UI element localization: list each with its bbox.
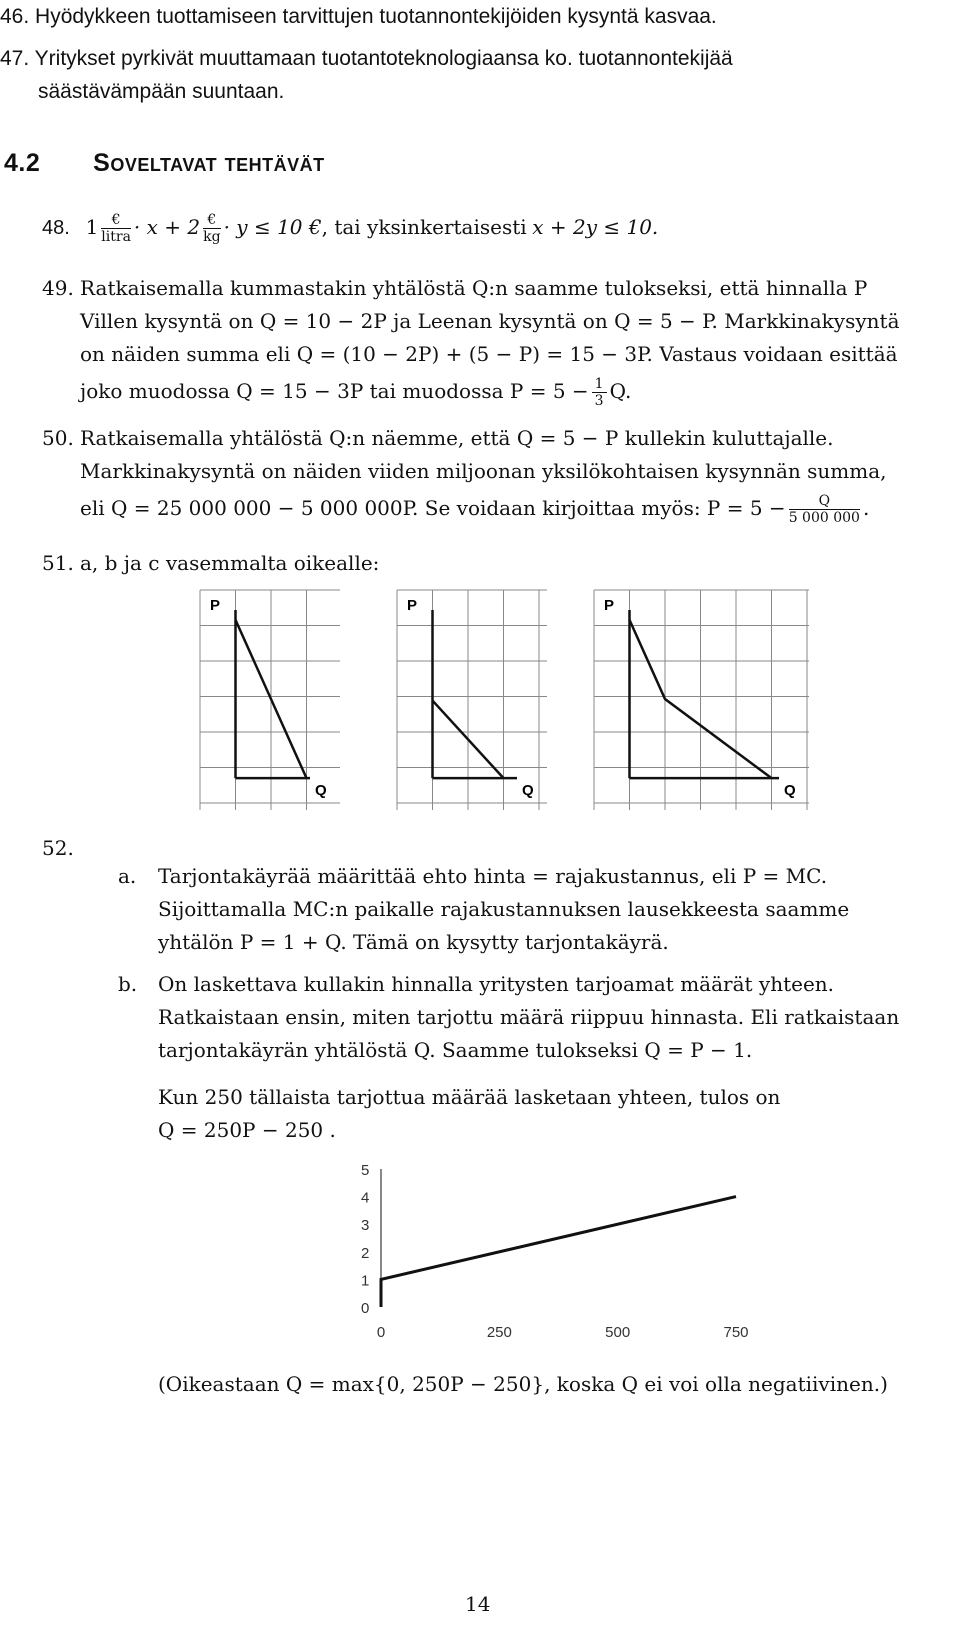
q51-number: 51. bbox=[42, 551, 74, 575]
q48-unit2 bbox=[203, 212, 220, 245]
q50-number: 50. bbox=[42, 426, 74, 450]
q52-supply-chart bbox=[0, 1155, 960, 1355]
y-tick-label: 4 bbox=[361, 1189, 370, 1207]
x-tick-label: 250 bbox=[486, 1324, 512, 1341]
q49-line4: joko muodossa Q = 15 − 3P tai muodossa P = 5 − bbox=[80, 379, 589, 403]
q48-unit2-top: € bbox=[203, 212, 220, 229]
item-47-line1: 47. Yritykset pyrkivät muuttamaan tuotantoteknologiaansa ko. tuotannontekijää bbox=[0, 47, 733, 70]
q52-a-label: a. bbox=[118, 864, 137, 888]
q51-chart-group bbox=[200, 590, 809, 810]
y-tick-label: 5 bbox=[361, 1162, 370, 1179]
q48-expr2: x + 2y ≤ 10. bbox=[532, 215, 659, 239]
q51-chart-a bbox=[200, 590, 340, 810]
q49-frac-den: 3 bbox=[594, 393, 604, 409]
y-tick-label: 0 bbox=[361, 1300, 370, 1317]
item-47 bbox=[0, 42, 733, 108]
axis-label-q: Q bbox=[784, 782, 796, 800]
q48-number: 48. bbox=[42, 217, 70, 239]
q52-a-line2: Sijoittamalla MC:n paikalle rajakustannuksen lausekkeesta saamme bbox=[158, 897, 850, 921]
q52-b-line1: On laskettava kullakin hinnalla yritysten tarjoamat määrät yhteen. bbox=[158, 972, 835, 996]
q49-frac-num: 1 bbox=[592, 376, 607, 393]
q48-unit1-bottom: litra bbox=[101, 229, 131, 246]
q48 bbox=[42, 211, 658, 245]
item-47-line2: säästävämpään suuntaan. bbox=[38, 80, 285, 103]
y-tick-label: 2 bbox=[361, 1244, 370, 1262]
section-number: 4.2 bbox=[4, 149, 41, 177]
q48-tail: , tai yksinkertaisesti bbox=[321, 215, 527, 239]
q49-number: 49. bbox=[42, 276, 74, 300]
q52-chart-group bbox=[361, 1162, 749, 1341]
x-tick-label: 750 bbox=[723, 1324, 749, 1341]
x-tick-label: 0 bbox=[376, 1324, 386, 1341]
q48-expr1: 1 bbox=[85, 215, 99, 239]
page-number: 14 bbox=[465, 1592, 491, 1616]
axis-label-p: P bbox=[210, 597, 221, 614]
q51-chart-b bbox=[397, 590, 547, 810]
q52-b-line4: Kun 250 tällaista tarjottua määrää lasketaan yhteen, tulos on bbox=[158, 1085, 781, 1109]
y-tick-label: 1 bbox=[361, 1272, 370, 1290]
q49-line1: Ratkaisemalla kummastakin yhtälöstä Q:n saamme tulokseksi, että hinnalla P bbox=[80, 276, 868, 300]
q50-frac-den: 5 000 000 bbox=[788, 510, 860, 526]
q52-a-line3: yhtälön P = 1 + Q. Tämä on kysytty tarjontakäyrä. bbox=[158, 930, 669, 954]
q52-a bbox=[118, 860, 849, 959]
q52 bbox=[42, 832, 74, 865]
q48-unit2-bottom: kg bbox=[203, 229, 221, 246]
q52-number: 52. bbox=[42, 836, 74, 860]
q52-b-note bbox=[158, 1368, 888, 1401]
x-tick-label: 500 bbox=[605, 1324, 631, 1341]
q48-unit1-top: € bbox=[101, 212, 131, 229]
q51-chart-c bbox=[594, 590, 809, 810]
q52-b bbox=[118, 968, 899, 1147]
supply-line bbox=[381, 1197, 736, 1307]
q52-b-line6: (Oikeastaan Q = max{0, 250P − 250}, koska Q ei voi olla negatiivinen.) bbox=[158, 1372, 888, 1396]
q48-mid: · x + 2 bbox=[133, 215, 201, 239]
q50 bbox=[42, 422, 887, 526]
q50-line3: eli Q = 25 000 000 − 5 000 000P. Se voidaan kirjoittaa myös: P = 5 − bbox=[80, 496, 786, 520]
y-tick-label: 3 bbox=[361, 1217, 370, 1235]
axis-label-p: P bbox=[604, 597, 615, 614]
q52-b-line5: Q = 250P − 250 . bbox=[158, 1118, 336, 1142]
q48-unit1 bbox=[101, 212, 131, 245]
q50-line1: Ratkaisemalla yhtälöstä Q:n näemme, että Q = 5 − P kullekin kuluttajalle. bbox=[80, 426, 834, 450]
item-46 bbox=[0, 0, 717, 33]
q52-a-line1: Tarjontakäyrää määrittää ehto hinta = rajakustannus, eli P = MC. bbox=[158, 864, 828, 888]
q49 bbox=[42, 272, 900, 409]
q50-line2: Markkinakysyntä on näiden viiden miljoonan yksilökohtaisen kysynnän summa, bbox=[80, 459, 887, 483]
axis-label-q: Q bbox=[522, 782, 534, 800]
q50-fraction bbox=[789, 493, 860, 526]
section-heading bbox=[4, 149, 325, 178]
q49-line2: Villen kysyntä on Q = 10 − 2P ja Leenan kysyntä on Q = 5 − P. Markkinakysyntä bbox=[80, 309, 900, 333]
q51-charts bbox=[0, 585, 960, 825]
q52-b-line2: Ratkaistaan ensin, miten tarjottu määrä riippuu hinnasta. Eli ratkaistaan bbox=[158, 1005, 900, 1029]
q52-b-label: b. bbox=[118, 972, 138, 996]
q49-fraction bbox=[592, 376, 607, 409]
q51-text: a, b ja c vasemmalta oikealle: bbox=[80, 551, 380, 575]
section-title: Soveltavat tehtävät bbox=[93, 149, 325, 177]
q48-cond: · y ≤ 10 € bbox=[223, 215, 322, 239]
axis-label-p: P bbox=[407, 597, 418, 614]
q50-line3-end: . bbox=[862, 496, 870, 520]
q50-frac-num: Q bbox=[789, 493, 860, 510]
q52-b-line3: tarjontakäyrän yhtälöstä Q. Saamme tulokseksi Q = P − 1. bbox=[158, 1038, 753, 1062]
q49-line4-end: Q. bbox=[609, 379, 632, 403]
axis-label-q: Q bbox=[315, 782, 327, 800]
q49-line3: on näiden summa eli Q = (10 − 2P) + (5 − P) = 15 − 3P. Vastaus voidaan esittää bbox=[80, 342, 898, 366]
q51 bbox=[42, 547, 379, 580]
item-46-text: 46. Hyödykkeen tuottamiseen tarvittujen tuotannontekijöiden kysyntä kasvaa. bbox=[0, 5, 717, 28]
